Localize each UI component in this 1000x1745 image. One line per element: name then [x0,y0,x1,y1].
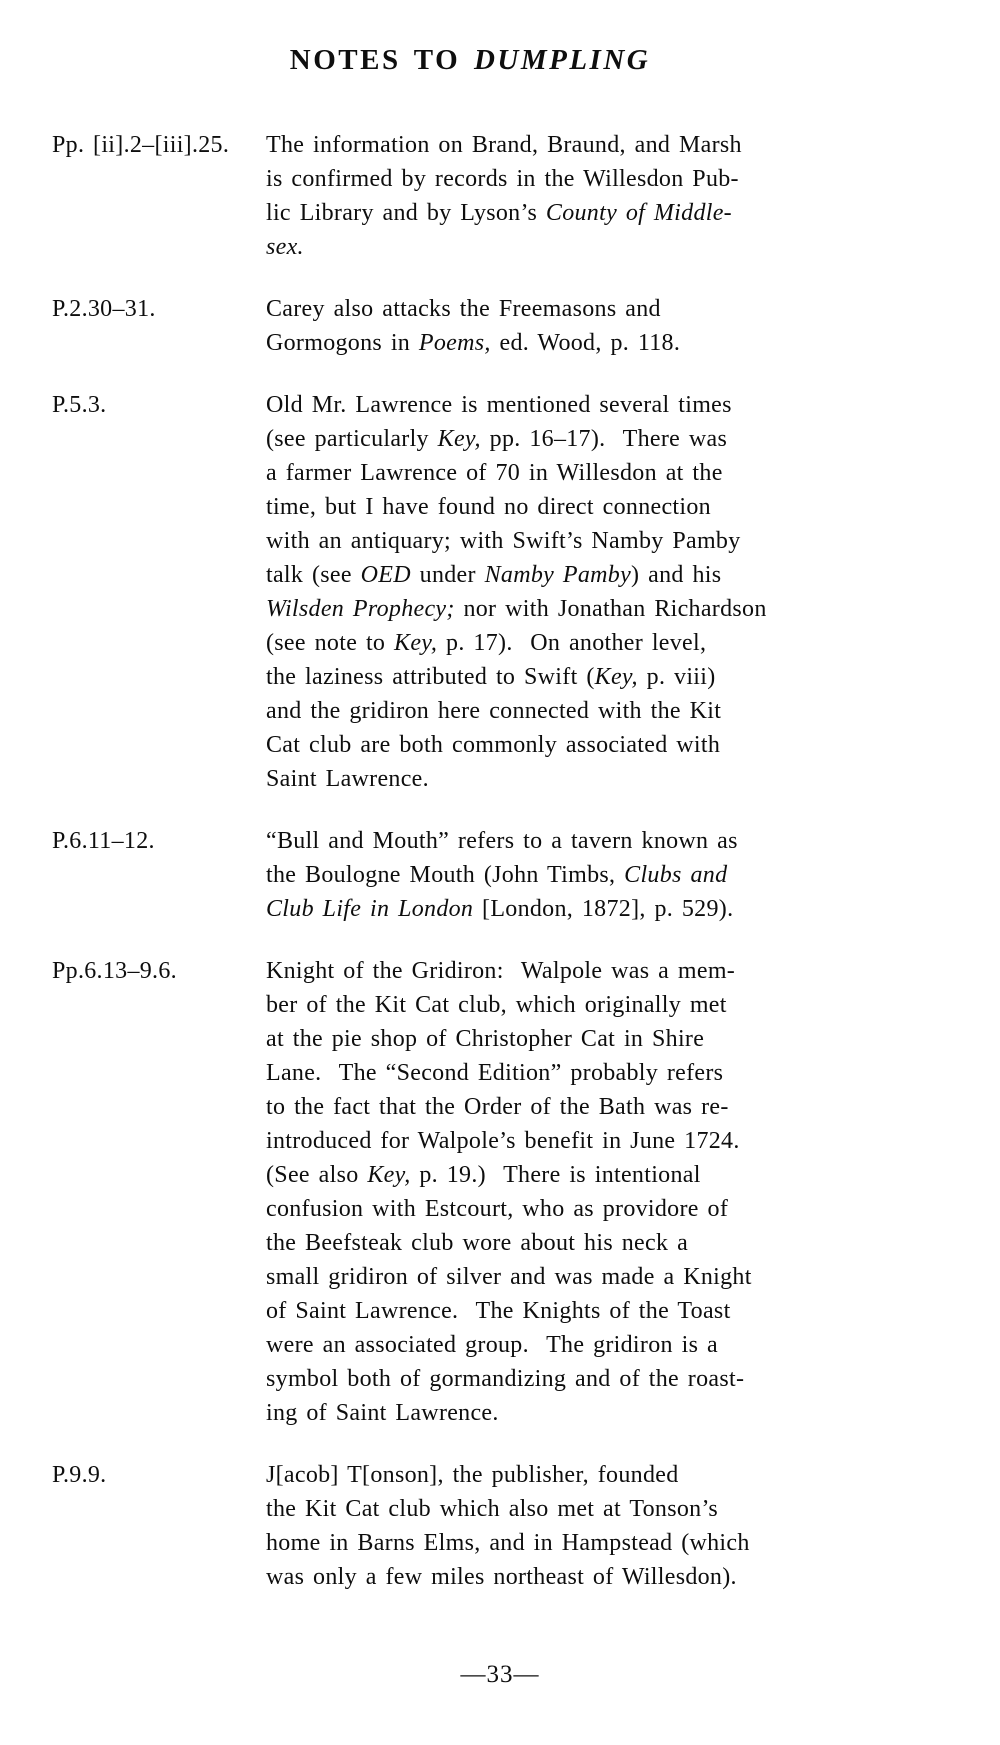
text-line [266,592,1000,626]
italic-text-run: Key, [394,630,438,656]
text-line [266,728,1000,762]
text-run: Gormogons in [266,330,419,356]
text-line [266,1328,1000,1362]
entry-text [266,954,1000,1430]
text-run: of Saint Lawrence. The Knights of the Toast [266,1298,731,1324]
text-line [266,1124,1000,1158]
italic-text-run: Key, [437,426,481,452]
text-run: ber of the Kit Cat club, which originally met [266,992,727,1018]
text-run: symbol both of gormandizing and of the roast- [266,1366,745,1392]
text-line [266,1458,1000,1492]
text-run: [London, 1872], p. 529). [473,896,734,922]
text-line [266,824,1000,858]
text-line [266,422,1000,456]
entry-page-ref: P.5.3. [52,392,107,418]
text-run: ) and his [631,562,722,588]
text-run: ed. Wood, p. 118. [490,330,681,356]
text-run: talk (see [266,562,361,588]
text-line [266,1260,1000,1294]
page-number: —33— [460,1661,540,1688]
text-line [266,456,1000,490]
italic-text-run: Namby Pamby [484,562,632,588]
entry-page-ref: Pp.6.13–9.6. [52,958,177,984]
text-line [266,162,1000,196]
note-entry [0,824,1000,926]
text-line [266,388,1000,422]
entry-text [266,1458,1000,1594]
italic-text-run: Key, [594,664,638,690]
text-line [266,1090,1000,1124]
text-run: Knight of the Gridiron: Walpole was a mem- [266,958,736,984]
note-entry [0,128,1000,264]
text-run: and the gridiron here connected with the Kit [266,698,722,724]
text-run: Saint Lawrence. [266,766,429,792]
text-line [266,1526,1000,1560]
text-run: the Beefsteak club wore about his neck a [266,1230,689,1256]
italic-text-run: County of Middle- [545,200,732,226]
text-run: Carey also attacks the Freemasons and [266,296,661,322]
text-run: the Kit Cat club which also met at Tonson’s [266,1496,719,1522]
text-run: confusion with Estcourt, who as providore of [266,1196,729,1222]
entry-text [266,128,1000,264]
text-run: The information on Brand, Braund, and Marsh [266,132,742,158]
italic-text-run: Clubs and [624,862,728,888]
page-title [0,0,940,78]
text-line [266,558,1000,592]
text-line [266,1192,1000,1226]
text-line [266,196,1000,230]
text-run: p. 17). On another level, [437,630,707,656]
text-run: Old Mr. Lawrence is mentioned several times [266,392,732,418]
text-line [266,292,1000,326]
text-run: a farmer Lawrence of 70 in Willesdon at the [266,460,723,486]
note-entry [0,388,1000,796]
text-line [266,1226,1000,1260]
text-run: nor with Jonathan Richardson [454,596,767,622]
text-run: Cat club are both commonly associated with [266,732,721,758]
text-run: was only a few miles northeast of Willesdon). [266,1564,737,1590]
text-line [266,490,1000,524]
text-run: small gridiron of silver and was made a Knight [266,1264,752,1290]
text-line [266,892,1000,926]
text-line [266,1362,1000,1396]
notes-list [0,128,1000,1594]
note-entry [0,954,1000,1430]
italic-text-run: sex. [266,234,304,260]
italic-text-run: Wilsden Prophecy; [266,596,455,622]
text-line [266,1492,1000,1526]
text-run: p. viii) [637,664,716,690]
entry-text [266,824,1000,926]
text-line [266,1560,1000,1594]
note-entry [0,292,1000,360]
text-line [266,1056,1000,1090]
text-run: at the pie shop of Christopher Cat in Shire [266,1026,705,1052]
italic-text-run: Key, [367,1162,411,1188]
text-run: home in Barns Elms, and in Hampstead (which [266,1530,750,1556]
text-run: (see note to [266,630,395,656]
text-line [266,988,1000,1022]
text-run: is confirmed by records in the Willesdon Pub- [266,166,739,192]
text-run: time, but I have found no direct connection [266,494,711,520]
text-line [266,762,1000,796]
text-run: pp. 16–17). There was [480,426,728,452]
text-line [266,128,1000,162]
text-line [266,1396,1000,1430]
entry-page-ref: Pp. [ii].2–[iii].25. [52,132,230,158]
text-run: J[acob] T[onson], the publisher, founded [266,1462,679,1488]
text-line [266,954,1000,988]
text-run: lic Library and by Lyson’s [266,200,546,226]
page-title-prefix: NOTES TO [289,44,474,76]
text-line [266,230,1000,264]
text-run: (see particularly [266,426,438,452]
italic-text-run: OED [360,562,411,588]
text-line [266,660,1000,694]
text-run: “Bull and Mouth” refers to a tavern known as [266,828,738,854]
text-run: the laziness attributed to Swift ( [266,664,595,690]
text-run: with an antiquary; with Swift’s Namby Pamby [266,528,741,554]
entry-text [266,388,1000,796]
text-line [266,1158,1000,1192]
text-line [266,326,1000,360]
text-run: p. 19.) There is intentional [410,1162,701,1188]
text-run: Lane. The “Second Edition” probably refers [266,1060,724,1086]
entry-page-ref: P.9.9. [52,1462,107,1488]
text-run: to the fact that the Order of the Bath was re- [266,1094,729,1120]
text-line [266,1022,1000,1056]
italic-text-run: Poems, [418,330,491,356]
text-line [266,694,1000,728]
entry-page-ref: P.6.11–12. [52,828,155,854]
text-run: under [410,562,485,588]
entry-text [266,292,1000,360]
text-run: introduced for Walpole’s benefit in June 1724. [266,1128,740,1154]
note-entry [0,1458,1000,1594]
text-line [266,1294,1000,1328]
italic-text-run: Club Life in London [266,896,474,922]
text-line [266,858,1000,892]
text-run: the Boulogne Mouth (John Timbs, [266,862,625,888]
text-line [266,626,1000,660]
text-run: (See also [266,1162,368,1188]
entry-page-ref: P.2.30–31. [52,296,156,322]
text-run: ing of Saint Lawrence. [266,1400,499,1426]
text-run: were an associated group. The gridiron is a [266,1332,718,1358]
text-line [266,524,1000,558]
page-title-work: DUMPLING [473,44,651,76]
